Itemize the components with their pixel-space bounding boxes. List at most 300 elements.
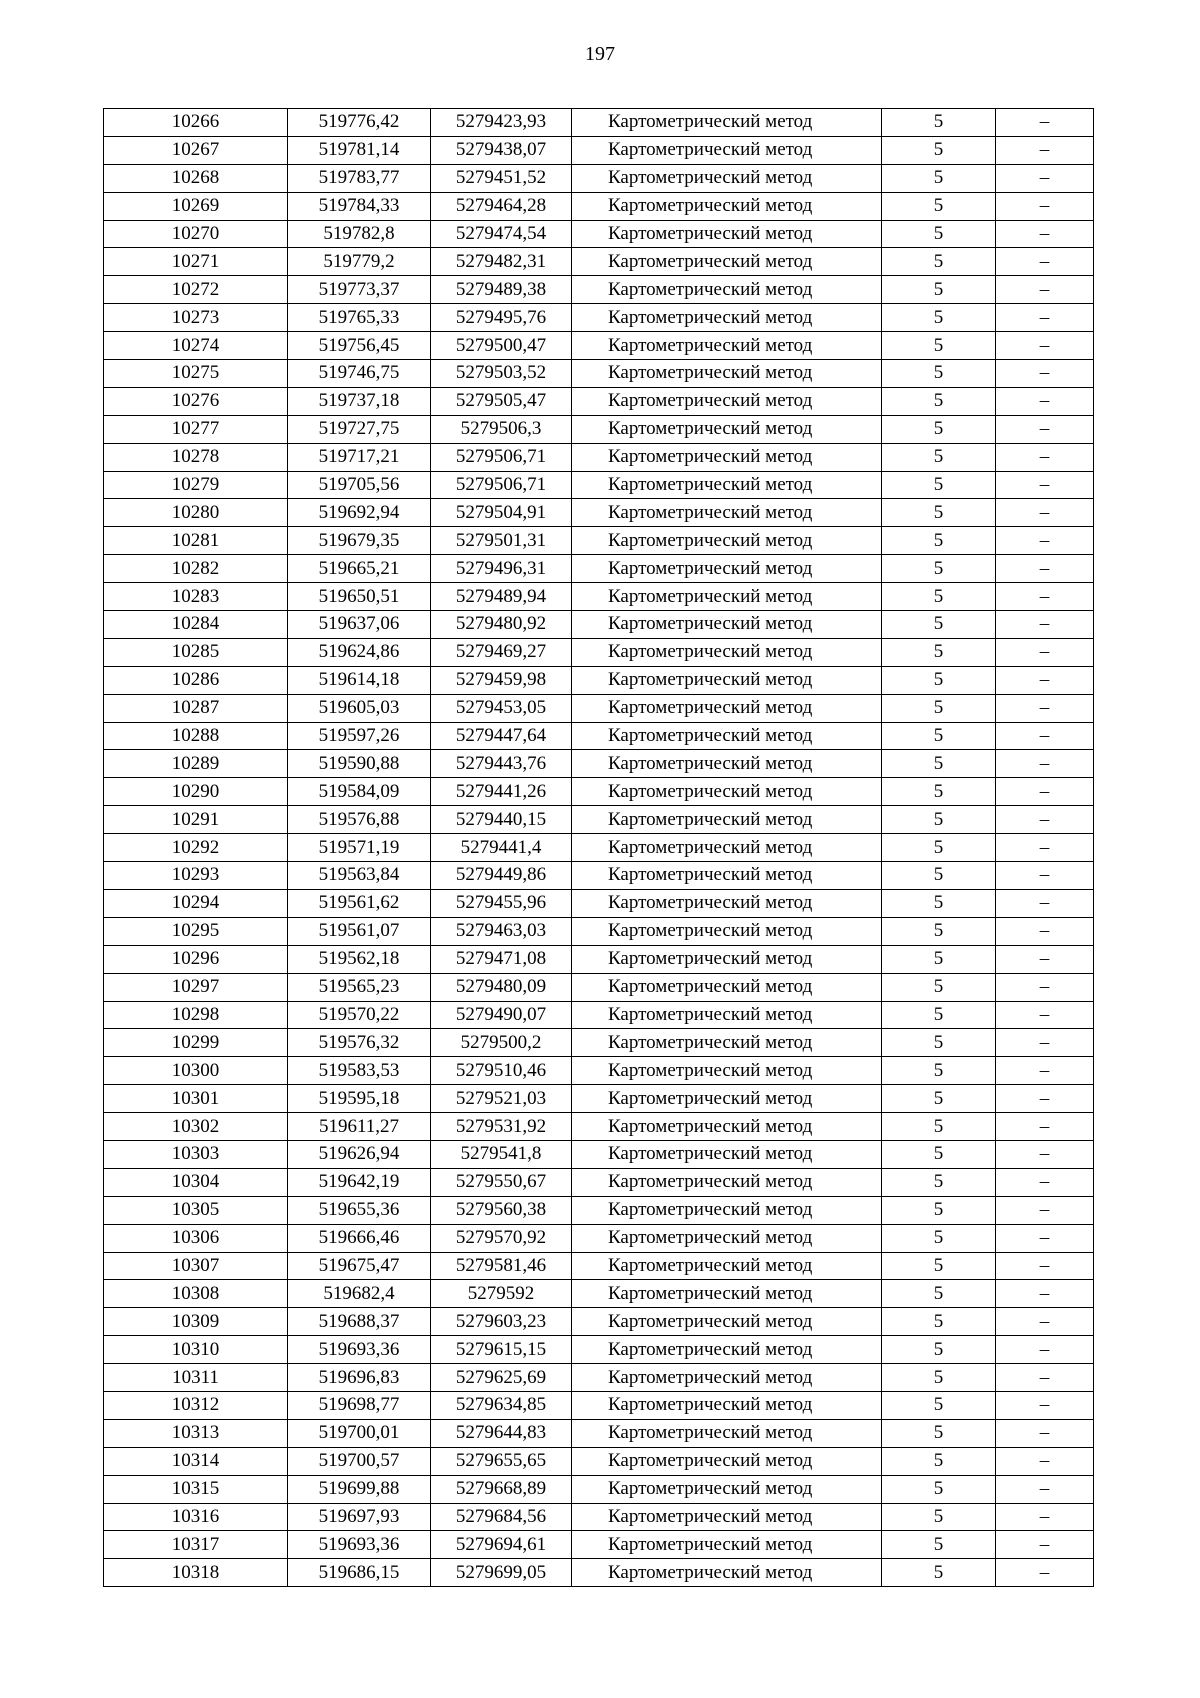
accuracy-cell: 5 xyxy=(882,276,996,304)
table-row xyxy=(104,1447,1094,1475)
accuracy-cell: 5 xyxy=(882,917,996,945)
accuracy-cell: 5 xyxy=(882,1559,996,1587)
x-coordinate-cell: 519675,47 xyxy=(288,1252,431,1280)
y-coordinate-cell: 5279489,94 xyxy=(431,583,572,611)
table-row xyxy=(104,1364,1094,1392)
y-coordinate-cell: 5279550,67 xyxy=(431,1168,572,1196)
note-cell: – xyxy=(996,471,1094,499)
table-row xyxy=(104,862,1094,890)
method-cell: Картометрический метод xyxy=(572,806,882,834)
y-coordinate-cell: 5279501,31 xyxy=(431,527,572,555)
point-number-cell: 10275 xyxy=(104,360,288,388)
x-coordinate-cell: 519700,57 xyxy=(288,1447,431,1475)
note-cell: – xyxy=(996,332,1094,360)
note-cell: – xyxy=(996,1280,1094,1308)
method-cell: Картометрический метод xyxy=(572,750,882,778)
x-coordinate-cell: 519570,22 xyxy=(288,1001,431,1029)
point-number-cell: 10302 xyxy=(104,1113,288,1141)
point-number-cell: 10295 xyxy=(104,917,288,945)
table-row xyxy=(104,1475,1094,1503)
method-cell: Картометрический метод xyxy=(572,1391,882,1419)
point-number-cell: 10313 xyxy=(104,1419,288,1447)
x-coordinate-cell: 519563,84 xyxy=(288,862,431,890)
y-coordinate-cell: 5279453,05 xyxy=(431,694,572,722)
y-coordinate-cell: 5279496,31 xyxy=(431,555,572,583)
y-coordinate-cell: 5279615,15 xyxy=(431,1336,572,1364)
accuracy-cell: 5 xyxy=(882,1029,996,1057)
y-coordinate-cell: 5279440,15 xyxy=(431,806,572,834)
method-cell: Картометрический метод xyxy=(572,109,882,137)
accuracy-cell: 5 xyxy=(882,387,996,415)
method-cell: Картометрический метод xyxy=(572,1364,882,1392)
method-cell: Картометрический метод xyxy=(572,1447,882,1475)
point-number-cell: 10271 xyxy=(104,248,288,276)
method-cell: Картометрический метод xyxy=(572,1419,882,1447)
note-cell: – xyxy=(996,1531,1094,1559)
method-cell: Картометрический метод xyxy=(572,1336,882,1364)
point-number-cell: 10298 xyxy=(104,1001,288,1029)
method-cell: Картометрический метод xyxy=(572,1531,882,1559)
point-number-cell: 10290 xyxy=(104,778,288,806)
y-coordinate-cell: 5279441,26 xyxy=(431,778,572,806)
point-number-cell: 10287 xyxy=(104,694,288,722)
point-number-cell: 10305 xyxy=(104,1196,288,1224)
x-coordinate-cell: 519595,18 xyxy=(288,1085,431,1113)
table-row xyxy=(104,1531,1094,1559)
point-number-cell: 10282 xyxy=(104,555,288,583)
point-number-cell: 10273 xyxy=(104,304,288,332)
note-cell: – xyxy=(996,722,1094,750)
point-number-cell: 10297 xyxy=(104,973,288,1001)
method-cell: Картометрический метод xyxy=(572,387,882,415)
note-cell: – xyxy=(996,1475,1094,1503)
y-coordinate-cell: 5279449,86 xyxy=(431,862,572,890)
method-cell: Картометрический метод xyxy=(572,722,882,750)
point-number-cell: 10268 xyxy=(104,164,288,192)
accuracy-cell: 5 xyxy=(882,332,996,360)
x-coordinate-cell: 519561,62 xyxy=(288,889,431,917)
table-row xyxy=(104,722,1094,750)
table-row xyxy=(104,276,1094,304)
accuracy-cell: 5 xyxy=(882,1252,996,1280)
y-coordinate-cell: 5279581,46 xyxy=(431,1252,572,1280)
note-cell: – xyxy=(996,164,1094,192)
y-coordinate-cell: 5279464,28 xyxy=(431,192,572,220)
y-coordinate-cell: 5279500,2 xyxy=(431,1029,572,1057)
note-cell: – xyxy=(996,834,1094,862)
table-row xyxy=(104,583,1094,611)
x-coordinate-cell: 519576,88 xyxy=(288,806,431,834)
point-number-cell: 10276 xyxy=(104,387,288,415)
table-row xyxy=(104,973,1094,1001)
point-number-cell: 10283 xyxy=(104,583,288,611)
x-coordinate-cell: 519650,51 xyxy=(288,583,431,611)
point-number-cell: 10316 xyxy=(104,1503,288,1531)
point-number-cell: 10291 xyxy=(104,806,288,834)
table-row xyxy=(104,750,1094,778)
method-cell: Картометрический метод xyxy=(572,1113,882,1141)
point-number-cell: 10317 xyxy=(104,1531,288,1559)
accuracy-cell: 5 xyxy=(882,248,996,276)
accuracy-cell: 5 xyxy=(882,443,996,471)
y-coordinate-cell: 5279463,03 xyxy=(431,917,572,945)
x-coordinate-cell: 519779,2 xyxy=(288,248,431,276)
x-coordinate-cell: 519776,42 xyxy=(288,109,431,137)
table-row xyxy=(104,304,1094,332)
y-coordinate-cell: 5279438,07 xyxy=(431,136,572,164)
point-number-cell: 10292 xyxy=(104,834,288,862)
note-cell: – xyxy=(996,1224,1094,1252)
y-coordinate-cell: 5279505,47 xyxy=(431,387,572,415)
method-cell: Картометрический метод xyxy=(572,834,882,862)
accuracy-cell: 5 xyxy=(882,1113,996,1141)
x-coordinate-cell: 519737,18 xyxy=(288,387,431,415)
accuracy-cell: 5 xyxy=(882,806,996,834)
method-cell: Картометрический метод xyxy=(572,1085,882,1113)
y-coordinate-cell: 5279455,96 xyxy=(431,889,572,917)
accuracy-cell: 5 xyxy=(882,1001,996,1029)
table-row xyxy=(104,834,1094,862)
note-cell: – xyxy=(996,1085,1094,1113)
note-cell: – xyxy=(996,555,1094,583)
y-coordinate-cell: 5279570,92 xyxy=(431,1224,572,1252)
note-cell: – xyxy=(996,889,1094,917)
method-cell: Картометрический метод xyxy=(572,499,882,527)
table-row xyxy=(104,1503,1094,1531)
y-coordinate-cell: 5279441,4 xyxy=(431,834,572,862)
accuracy-cell: 5 xyxy=(882,1196,996,1224)
x-coordinate-cell: 519605,03 xyxy=(288,694,431,722)
x-coordinate-cell: 519561,07 xyxy=(288,917,431,945)
table-row xyxy=(104,945,1094,973)
y-coordinate-cell: 5279684,56 xyxy=(431,1503,572,1531)
table-row xyxy=(104,889,1094,917)
point-number-cell: 10286 xyxy=(104,666,288,694)
method-cell: Картометрический метод xyxy=(572,192,882,220)
accuracy-cell: 5 xyxy=(882,164,996,192)
x-coordinate-cell: 519611,27 xyxy=(288,1113,431,1141)
point-number-cell: 10309 xyxy=(104,1308,288,1336)
y-coordinate-cell: 5279423,93 xyxy=(431,109,572,137)
y-coordinate-cell: 5279482,31 xyxy=(431,248,572,276)
note-cell: – xyxy=(996,1113,1094,1141)
method-cell: Картометрический метод xyxy=(572,917,882,945)
accuracy-cell: 5 xyxy=(882,583,996,611)
table-row xyxy=(104,1113,1094,1141)
y-coordinate-cell: 5279510,46 xyxy=(431,1057,572,1085)
point-number-cell: 10280 xyxy=(104,499,288,527)
method-cell: Картометрический метод xyxy=(572,555,882,583)
table-row xyxy=(104,1391,1094,1419)
table-row xyxy=(104,1085,1094,1113)
page-number: 197 xyxy=(585,43,615,65)
note-cell: – xyxy=(996,1391,1094,1419)
point-number-cell: 10301 xyxy=(104,1085,288,1113)
x-coordinate-cell: 519614,18 xyxy=(288,666,431,694)
point-number-cell: 10266 xyxy=(104,109,288,137)
note-cell: – xyxy=(996,1447,1094,1475)
x-coordinate-cell: 519626,94 xyxy=(288,1140,431,1168)
accuracy-cell: 5 xyxy=(882,1085,996,1113)
note-cell: – xyxy=(996,917,1094,945)
method-cell: Картометрический метод xyxy=(572,583,882,611)
note-cell: – xyxy=(996,973,1094,1001)
x-coordinate-cell: 519693,36 xyxy=(288,1531,431,1559)
point-number-cell: 10310 xyxy=(104,1336,288,1364)
x-coordinate-cell: 519655,36 xyxy=(288,1196,431,1224)
accuracy-cell: 5 xyxy=(882,1531,996,1559)
note-cell: – xyxy=(996,666,1094,694)
table-row xyxy=(104,499,1094,527)
coordinates-table-body xyxy=(104,109,1094,1587)
accuracy-cell: 5 xyxy=(882,1140,996,1168)
method-cell: Картометрический метод xyxy=(572,1308,882,1336)
note-cell: – xyxy=(996,220,1094,248)
accuracy-cell: 5 xyxy=(882,304,996,332)
method-cell: Картометрический метод xyxy=(572,778,882,806)
table-row xyxy=(104,1168,1094,1196)
table-row xyxy=(104,164,1094,192)
y-coordinate-cell: 5279480,09 xyxy=(431,973,572,1001)
point-number-cell: 10267 xyxy=(104,136,288,164)
note-cell: – xyxy=(996,694,1094,722)
y-coordinate-cell: 5279506,71 xyxy=(431,471,572,499)
table-row xyxy=(104,1057,1094,1085)
method-cell: Картометрический метод xyxy=(572,471,882,499)
table-row xyxy=(104,1308,1094,1336)
y-coordinate-cell: 5279560,38 xyxy=(431,1196,572,1224)
note-cell: – xyxy=(996,136,1094,164)
y-coordinate-cell: 5279644,83 xyxy=(431,1419,572,1447)
method-cell: Картометрический метод xyxy=(572,1196,882,1224)
table-row xyxy=(104,778,1094,806)
note-cell: – xyxy=(996,806,1094,834)
method-cell: Картометрический метод xyxy=(572,1503,882,1531)
y-coordinate-cell: 5279541,8 xyxy=(431,1140,572,1168)
x-coordinate-cell: 519688,37 xyxy=(288,1308,431,1336)
y-coordinate-cell: 5279521,03 xyxy=(431,1085,572,1113)
accuracy-cell: 5 xyxy=(882,1308,996,1336)
table-row xyxy=(104,1001,1094,1029)
table-row xyxy=(104,109,1094,137)
method-cell: Картометрический метод xyxy=(572,164,882,192)
table-row xyxy=(104,917,1094,945)
accuracy-cell: 5 xyxy=(882,360,996,388)
y-coordinate-cell: 5279471,08 xyxy=(431,945,572,973)
point-number-cell: 10296 xyxy=(104,945,288,973)
method-cell: Картометрический метод xyxy=(572,889,882,917)
y-coordinate-cell: 5279655,65 xyxy=(431,1447,572,1475)
note-cell: – xyxy=(996,1503,1094,1531)
y-coordinate-cell: 5279451,52 xyxy=(431,164,572,192)
point-number-cell: 10307 xyxy=(104,1252,288,1280)
method-cell: Картометрический метод xyxy=(572,862,882,890)
y-coordinate-cell: 5279504,91 xyxy=(431,499,572,527)
x-coordinate-cell: 519697,93 xyxy=(288,1503,431,1531)
table-row xyxy=(104,192,1094,220)
table-row xyxy=(104,1280,1094,1308)
accuracy-cell: 5 xyxy=(882,945,996,973)
method-cell: Картометрический метод xyxy=(572,1475,882,1503)
note-cell: – xyxy=(996,1419,1094,1447)
table-row xyxy=(104,332,1094,360)
accuracy-cell: 5 xyxy=(882,1391,996,1419)
note-cell: – xyxy=(996,360,1094,388)
table-row xyxy=(104,220,1094,248)
accuracy-cell: 5 xyxy=(882,889,996,917)
table-row xyxy=(104,1140,1094,1168)
y-coordinate-cell: 5279490,07 xyxy=(431,1001,572,1029)
x-coordinate-cell: 519705,56 xyxy=(288,471,431,499)
note-cell: – xyxy=(996,1308,1094,1336)
point-number-cell: 10277 xyxy=(104,415,288,443)
method-cell: Картометрический метод xyxy=(572,220,882,248)
accuracy-cell: 5 xyxy=(882,555,996,583)
note-cell: – xyxy=(996,1252,1094,1280)
method-cell: Картометрический метод xyxy=(572,1559,882,1587)
note-cell: – xyxy=(996,192,1094,220)
accuracy-cell: 5 xyxy=(882,778,996,806)
table-row xyxy=(104,555,1094,583)
note-cell: – xyxy=(996,583,1094,611)
point-number-cell: 10289 xyxy=(104,750,288,778)
table-row xyxy=(104,806,1094,834)
table-row xyxy=(104,471,1094,499)
point-number-cell: 10318 xyxy=(104,1559,288,1587)
method-cell: Картометрический метод xyxy=(572,443,882,471)
accuracy-cell: 5 xyxy=(882,1280,996,1308)
y-coordinate-cell: 5279503,52 xyxy=(431,360,572,388)
accuracy-cell: 5 xyxy=(882,1057,996,1085)
point-number-cell: 10272 xyxy=(104,276,288,304)
note-cell: – xyxy=(996,1001,1094,1029)
accuracy-cell: 5 xyxy=(882,1447,996,1475)
note-cell: – xyxy=(996,750,1094,778)
y-coordinate-cell: 5279668,89 xyxy=(431,1475,572,1503)
note-cell: – xyxy=(996,1140,1094,1168)
accuracy-cell: 5 xyxy=(882,109,996,137)
x-coordinate-cell: 519665,21 xyxy=(288,555,431,583)
note-cell: – xyxy=(996,1364,1094,1392)
x-coordinate-cell: 519783,77 xyxy=(288,164,431,192)
point-number-cell: 10314 xyxy=(104,1447,288,1475)
method-cell: Картометрический метод xyxy=(572,1280,882,1308)
table-row xyxy=(104,136,1094,164)
x-coordinate-cell: 519679,35 xyxy=(288,527,431,555)
accuracy-cell: 5 xyxy=(882,1336,996,1364)
y-coordinate-cell: 5279603,23 xyxy=(431,1308,572,1336)
point-number-cell: 10311 xyxy=(104,1364,288,1392)
method-cell: Картометрический метод xyxy=(572,666,882,694)
accuracy-cell: 5 xyxy=(882,750,996,778)
note-cell: – xyxy=(996,415,1094,443)
x-coordinate-cell: 519565,23 xyxy=(288,973,431,1001)
x-coordinate-cell: 519765,33 xyxy=(288,304,431,332)
accuracy-cell: 5 xyxy=(882,192,996,220)
accuracy-cell: 5 xyxy=(882,1419,996,1447)
accuracy-cell: 5 xyxy=(882,1475,996,1503)
y-coordinate-cell: 5279469,27 xyxy=(431,638,572,666)
x-coordinate-cell: 519784,33 xyxy=(288,192,431,220)
accuracy-cell: 5 xyxy=(882,499,996,527)
note-cell: – xyxy=(996,945,1094,973)
x-coordinate-cell: 519597,26 xyxy=(288,722,431,750)
x-coordinate-cell: 519746,75 xyxy=(288,360,431,388)
method-cell: Картометрический метод xyxy=(572,527,882,555)
x-coordinate-cell: 519682,4 xyxy=(288,1280,431,1308)
table-row xyxy=(104,611,1094,639)
point-number-cell: 10285 xyxy=(104,638,288,666)
method-cell: Картометрический метод xyxy=(572,1252,882,1280)
accuracy-cell: 5 xyxy=(882,722,996,750)
table-row xyxy=(104,248,1094,276)
point-number-cell: 10312 xyxy=(104,1391,288,1419)
point-number-cell: 10279 xyxy=(104,471,288,499)
point-number-cell: 10284 xyxy=(104,611,288,639)
y-coordinate-cell: 5279495,76 xyxy=(431,304,572,332)
y-coordinate-cell: 5279443,76 xyxy=(431,750,572,778)
accuracy-cell: 5 xyxy=(882,220,996,248)
method-cell: Картометрический метод xyxy=(572,1224,882,1252)
method-cell: Картометрический метод xyxy=(572,694,882,722)
point-number-cell: 10299 xyxy=(104,1029,288,1057)
point-number-cell: 10304 xyxy=(104,1168,288,1196)
table-row xyxy=(104,694,1094,722)
note-cell: – xyxy=(996,276,1094,304)
x-coordinate-cell: 519576,32 xyxy=(288,1029,431,1057)
accuracy-cell: 5 xyxy=(882,973,996,1001)
coordinates-table xyxy=(103,108,1094,1587)
note-cell: – xyxy=(996,1559,1094,1587)
method-cell: Картометрический метод xyxy=(572,1140,882,1168)
x-coordinate-cell: 519637,06 xyxy=(288,611,431,639)
accuracy-cell: 5 xyxy=(882,1503,996,1531)
note-cell: – xyxy=(996,387,1094,415)
x-coordinate-cell: 519699,88 xyxy=(288,1475,431,1503)
note-cell: – xyxy=(996,1057,1094,1085)
method-cell: Картометрический метод xyxy=(572,360,882,388)
method-cell: Картометрический метод xyxy=(572,415,882,443)
y-coordinate-cell: 5279500,47 xyxy=(431,332,572,360)
method-cell: Картометрический метод xyxy=(572,611,882,639)
x-coordinate-cell: 519782,8 xyxy=(288,220,431,248)
accuracy-cell: 5 xyxy=(882,1364,996,1392)
method-cell: Картометрический метод xyxy=(572,1001,882,1029)
x-coordinate-cell: 519698,77 xyxy=(288,1391,431,1419)
method-cell: Картометрический метод xyxy=(572,1057,882,1085)
y-coordinate-cell: 5279634,85 xyxy=(431,1391,572,1419)
table-row xyxy=(104,1419,1094,1447)
table-row xyxy=(104,415,1094,443)
x-coordinate-cell: 519571,19 xyxy=(288,834,431,862)
note-cell: – xyxy=(996,304,1094,332)
x-coordinate-cell: 519781,14 xyxy=(288,136,431,164)
table-row xyxy=(104,1196,1094,1224)
method-cell: Картометрический метод xyxy=(572,332,882,360)
point-number-cell: 10281 xyxy=(104,527,288,555)
x-coordinate-cell: 519717,21 xyxy=(288,443,431,471)
accuracy-cell: 5 xyxy=(882,862,996,890)
accuracy-cell: 5 xyxy=(882,611,996,639)
accuracy-cell: 5 xyxy=(882,415,996,443)
note-cell: – xyxy=(996,1029,1094,1057)
point-number-cell: 10288 xyxy=(104,722,288,750)
note-cell: – xyxy=(996,443,1094,471)
y-coordinate-cell: 5279531,92 xyxy=(431,1113,572,1141)
method-cell: Картометрический метод xyxy=(572,248,882,276)
note-cell: – xyxy=(996,778,1094,806)
x-coordinate-cell: 519642,19 xyxy=(288,1168,431,1196)
